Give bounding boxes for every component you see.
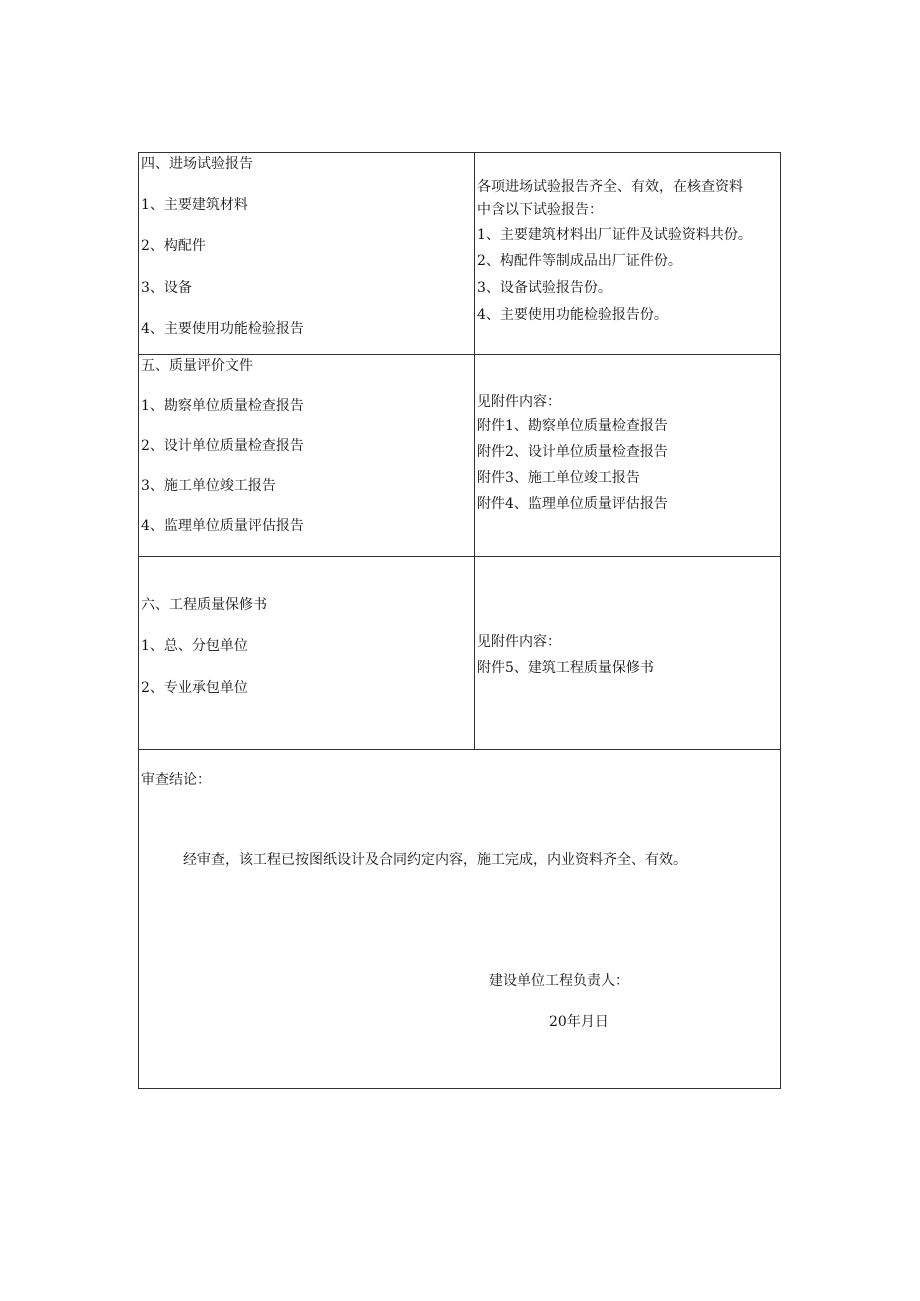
section4-note-2: 中含以下试验报告： xyxy=(477,202,603,218)
section4-left-cell xyxy=(139,153,475,354)
section5-item-1: 1、勘察单位质量检查报告 xyxy=(141,398,304,414)
section5-item-3: 3、施工单位竣工报告 xyxy=(141,478,276,494)
section5-note-4: 附件3、施工单位竣工报告 xyxy=(477,470,640,486)
sign-date: 20年月日 xyxy=(549,1014,609,1030)
section6-item-2: 2、专业承包单位 xyxy=(141,680,248,696)
section5-note-2: 附件1、勘察单位质量检查报告 xyxy=(477,418,668,434)
section4-note-1: 各项进场试验报告齐全、有效，在核查资料 xyxy=(477,179,743,195)
review-table xyxy=(138,152,781,1089)
section5-item-2: 2、设计单位质量检查报告 xyxy=(141,438,304,454)
section6-item-1: 1、总、分包单位 xyxy=(141,638,248,654)
section6-title: 六、工程质量保修书 xyxy=(141,597,267,613)
section5-note-1: 见附件内容： xyxy=(477,394,561,410)
conclusion-label: 审查结论： xyxy=(141,772,211,788)
table-row-conclusion xyxy=(139,750,780,1088)
section6-note-2: 附件5、建筑工程质量保修书 xyxy=(477,660,654,676)
section4-note-3: 1、主要建筑材料出厂证件及试验资料共份。 xyxy=(477,227,752,243)
table-row-section6 xyxy=(139,557,780,750)
section5-note-5: 附件4、监理单位质量评估报告 xyxy=(477,496,668,512)
section4-item-3: 3、设备 xyxy=(141,280,192,296)
section6-right-cell xyxy=(475,557,780,749)
signer-label: 建设单位工程负责人： xyxy=(489,973,629,989)
section4-right-cell xyxy=(475,153,780,354)
section5-right-cell xyxy=(475,355,780,556)
table-row-section5 xyxy=(139,355,780,557)
section5-title: 五、质量评价文件 xyxy=(141,358,253,374)
section4-item-1: 1、主要建筑材料 xyxy=(141,197,248,213)
section4-item-2: 2、构配件 xyxy=(141,238,206,254)
section4-note-5: 3、设备试验报告份。 xyxy=(477,280,612,296)
conclusion-text: 经审查，该工程已按图纸设计及合同约定内容，施工完成，内业资料齐全、有效。 xyxy=(183,852,687,868)
section5-item-4: 4、监理单位质量评估报告 xyxy=(141,518,304,534)
section4-title: 四、进场试验报告 xyxy=(141,156,253,172)
section6-left-cell xyxy=(139,557,475,749)
section4-note-6: 4、主要使用功能检验报告份。 xyxy=(477,307,668,323)
section4-item-4: 4、主要使用功能检验报告 xyxy=(141,321,304,337)
section5-note-3: 附件2、设计单位质量检查报告 xyxy=(477,444,668,460)
section4-note-4: 2、构配件等制成品出厂证件份。 xyxy=(477,253,682,269)
section5-left-cell xyxy=(139,355,475,556)
table-row-section4 xyxy=(139,153,780,355)
section6-note-1: 见附件内容： xyxy=(477,634,561,650)
